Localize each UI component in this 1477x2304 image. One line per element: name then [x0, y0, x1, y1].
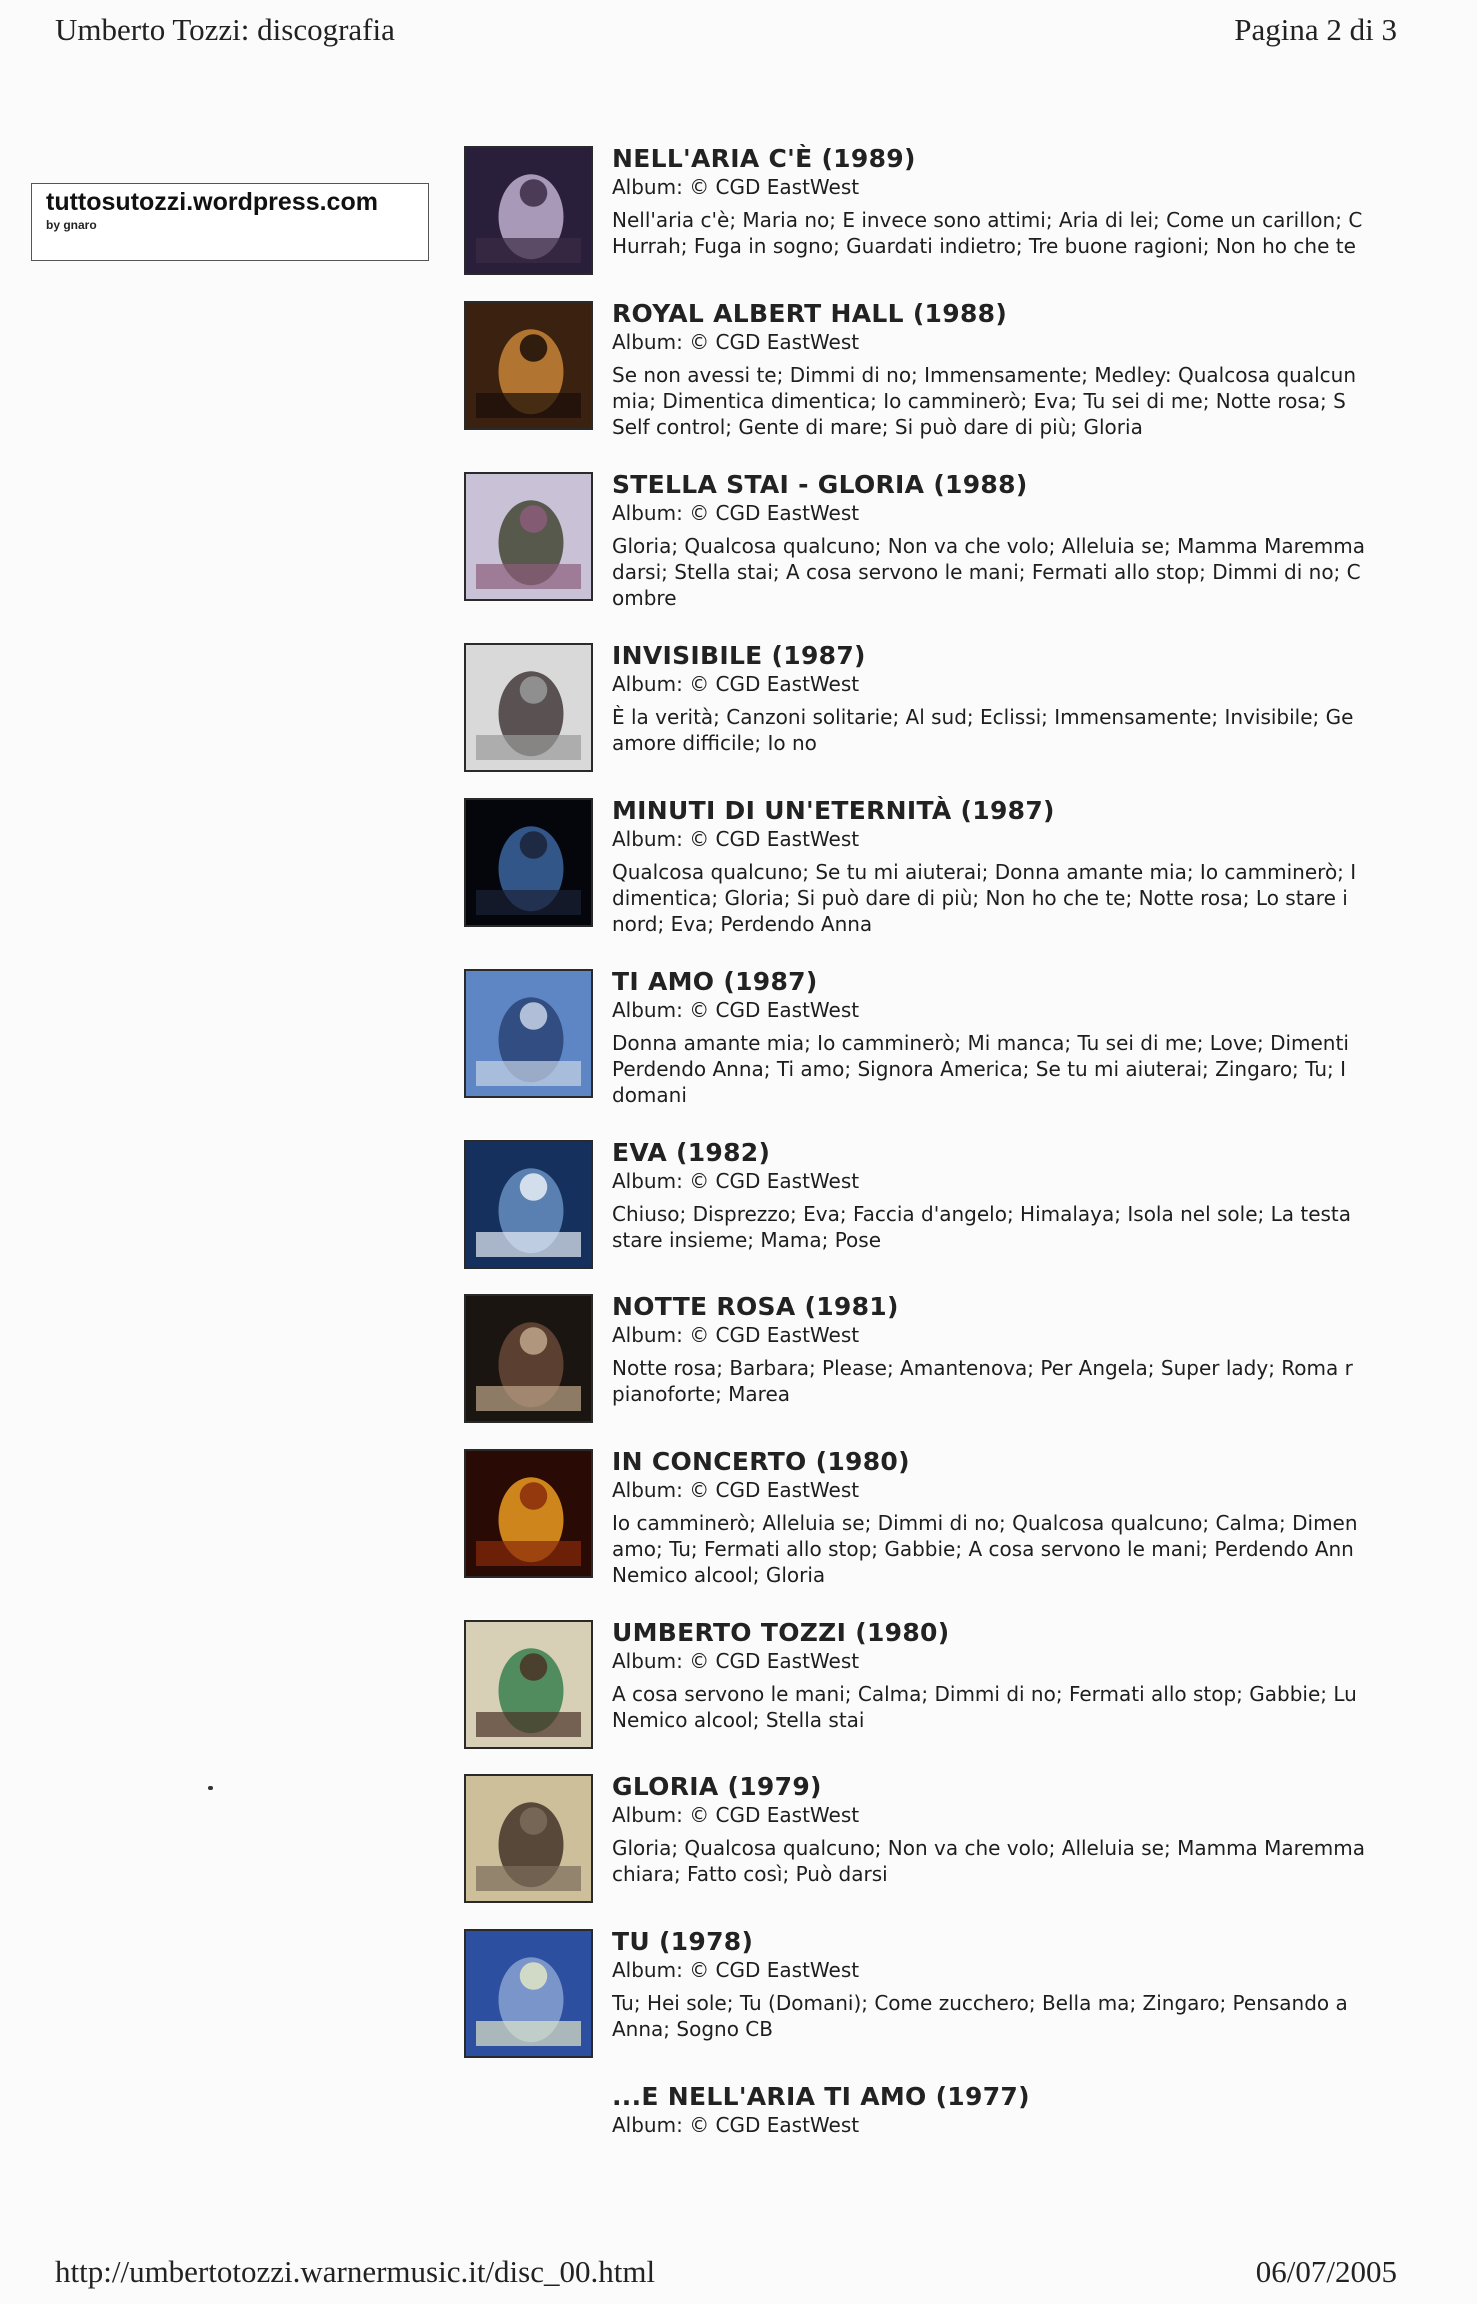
track-line: stare insieme; Mama; Pose	[612, 1228, 882, 1252]
album-info	[612, 1138, 1399, 1253]
track-list	[612, 362, 1399, 440]
album-cover	[464, 798, 593, 927]
track-line: Tu; Hei sole; Tu (Domani); Come zucchero; Bella ma; Zingaro; Pensando a	[612, 1991, 1348, 2015]
album-info	[612, 1927, 1399, 2042]
album-entry	[464, 967, 1399, 1107]
track-line: Gloria; Qualcosa qualcuno; Non va che volo; Alleluia se; Mamma Maremma	[612, 534, 1365, 558]
track-list	[612, 859, 1399, 937]
album-title: STELLA STAI - GLORIA (1988)	[612, 470, 1028, 499]
album-entry	[464, 1138, 1399, 1278]
track-line: Anna; Sogno CB	[612, 2017, 773, 2041]
track-line: Donna amante mia; Io camminerò; Mi manca; Tu sei di me; Love; Dimenti	[612, 1031, 1349, 1055]
album-cover	[464, 146, 593, 275]
album-cover	[464, 969, 593, 1098]
album-info	[612, 1618, 1399, 1733]
track-list	[612, 1030, 1399, 1108]
album-label: Album: © CGD EastWest	[612, 1323, 860, 1347]
album-entry	[464, 1772, 1399, 1912]
site-name: tuttosutozzi.wordpress.com	[46, 188, 378, 216]
album-entry	[464, 1927, 1399, 2067]
track-line: nord; Eva; Perdendo Anna	[612, 912, 873, 936]
album-label: Album: © CGD EastWest	[612, 330, 860, 354]
album-label: Album: © CGD EastWest	[612, 1478, 860, 1502]
album-title: ROYAL ALBERT HALL (1988)	[612, 299, 1008, 328]
track-list	[612, 1990, 1399, 2042]
track-line: Self control; Gente di mare; Si può dare di più; Gloria	[612, 415, 1143, 439]
album-label: Album: © CGD EastWest	[612, 1169, 860, 1193]
track-list	[612, 704, 1399, 756]
album-entry	[464, 1447, 1399, 1587]
album-title: UMBERTO TOZZI (1980)	[612, 1618, 950, 1647]
album-info	[612, 2082, 1399, 2138]
track-list	[612, 1355, 1399, 1407]
album-cover	[464, 1294, 593, 1423]
track-line: Hurrah; Fuga in sogno; Guardati indietro; Tre buone ragioni; Non ho che te	[612, 234, 1356, 258]
source-url: http://umbertotozzi.warnermusic.it/disc_00.html	[55, 2254, 656, 2289]
album-info	[612, 1772, 1399, 1887]
album-label: Album: © CGD EastWest	[612, 1803, 860, 1827]
track-line: ombre	[612, 586, 677, 610]
track-line: Io camminerò; Alleluia se; Dimmi di no; Qualcosa qualcuno; Calma; Dimen	[612, 1511, 1358, 1535]
album-info	[612, 299, 1399, 440]
album-label: Album: © CGD EastWest	[612, 175, 860, 199]
album-title: TI AMO (1987)	[612, 967, 818, 996]
album-cover	[464, 1929, 593, 2058]
track-list	[612, 1201, 1399, 1253]
page-number: Pagina 2 di 3	[1234, 12, 1397, 47]
album-label: Album: © CGD EastWest	[612, 998, 860, 1022]
site-box	[31, 183, 429, 261]
track-line: Se non avessi te; Dimmi di no; Immensamente; Medley: Qualcosa qualcun	[612, 363, 1356, 387]
track-line: Perdendo Anna; Ti amo; Signora America; Se tu mi aiuterai; Zingaro; Tu; I	[612, 1057, 1346, 1081]
album-title: EVA (1982)	[612, 1138, 771, 1167]
track-line: amo; Tu; Fermati allo stop; Gabbie; A cosa servono le mani; Perdendo Ann	[612, 1537, 1354, 1561]
track-list	[612, 533, 1399, 611]
album-entry	[464, 641, 1399, 781]
album-label: Album: © CGD EastWest	[612, 1958, 860, 1982]
album-label: Album: © CGD EastWest	[612, 1649, 860, 1673]
album-cover	[464, 1620, 593, 1749]
album-info	[612, 1292, 1399, 1407]
track-line: mia; Dimentica dimentica; Io camminerò; Eva; Tu sei di me; Notte rosa; S	[612, 389, 1346, 413]
track-line: domani	[612, 1083, 687, 1107]
album-entry	[464, 144, 1399, 284]
album-cover	[464, 1449, 593, 1578]
track-list	[612, 1510, 1399, 1588]
album-label: Album: © CGD EastWest	[612, 2113, 860, 2137]
track-line: Qualcosa qualcuno; Se tu mi aiuterai; Donna amante mia; Io camminerò; I	[612, 860, 1357, 884]
track-line: Nemico alcool; Stella stai	[612, 1708, 865, 1732]
album-info	[612, 144, 1399, 259]
track-list	[612, 207, 1399, 259]
album-cover	[464, 1774, 593, 1903]
print-date: 06/07/2005	[1255, 2254, 1397, 2289]
album-cover	[464, 643, 593, 772]
track-line: Chiuso; Disprezzo; Eva; Faccia d'angelo; Himalaya; Isola nel sole; La testa	[612, 1202, 1352, 1226]
album-title: MINUTI DI UN'ETERNITÀ (1987)	[612, 796, 1055, 825]
album-info	[612, 967, 1399, 1108]
album-entry	[464, 470, 1399, 610]
site-author: by gnaro	[46, 218, 97, 232]
document-title: Umberto Tozzi: discografia	[55, 12, 395, 47]
album-info	[612, 641, 1399, 756]
track-line: Notte rosa; Barbara; Please; Amantenova; Per Angela; Super lady; Roma r	[612, 1356, 1353, 1380]
album-entry	[464, 299, 1399, 439]
album-label: Album: © CGD EastWest	[612, 672, 860, 696]
page-header	[55, 12, 1397, 48]
page-footer	[55, 2254, 1397, 2290]
track-line: pianoforte; Marea	[612, 1382, 791, 1406]
track-line: darsi; Stella stai; A cosa servono le mani; Fermati allo stop; Dimmi di no; C	[612, 560, 1361, 584]
album-title: NOTTE ROSA (1981)	[612, 1292, 899, 1321]
album-entry	[464, 1292, 1399, 1432]
track-line: A cosa servono le mani; Calma; Dimmi di no; Fermati allo stop; Gabbie; Lu	[612, 1682, 1357, 1706]
track-line: Nell'aria c'è; Maria no; E invece sono attimi; Aria di lei; Come un carillon; C	[612, 208, 1363, 232]
track-line: Gloria; Qualcosa qualcuno; Non va che volo; Alleluia se; Mamma Maremma	[612, 1836, 1365, 1860]
album-cover	[464, 1140, 593, 1269]
track-list	[612, 1835, 1399, 1887]
album-title: NELL'ARIA C'È (1989)	[612, 144, 916, 173]
track-line: amore difficile; Io no	[612, 731, 817, 755]
album-label: Album: © CGD EastWest	[612, 827, 860, 851]
album-info	[612, 796, 1399, 937]
album-info	[612, 470, 1399, 611]
album-title: GLORIA (1979)	[612, 1772, 822, 1801]
track-line: dimentica; Gloria; Si può dare di più; Non ho che te; Notte rosa; Lo stare i	[612, 886, 1348, 910]
track-list	[612, 1681, 1399, 1733]
album-entry	[464, 2082, 1399, 2222]
album-title: INVISIBILE (1987)	[612, 641, 866, 670]
album-title: ...E NELL'ARIA TI AMO (1977)	[612, 2082, 1030, 2111]
album-label: Album: © CGD EastWest	[612, 501, 860, 525]
album-cover	[464, 301, 593, 430]
track-line: Nemico alcool; Gloria	[612, 1563, 826, 1587]
album-entry	[464, 1618, 1399, 1758]
track-line: È la verità; Canzoni solitarie; Al sud; Eclissi; Immensamente; Invisibile; Ge	[612, 705, 1354, 729]
album-cover	[464, 472, 593, 601]
album-entry	[464, 796, 1399, 936]
album-info	[612, 1447, 1399, 1588]
scan-speck	[208, 1786, 213, 1790]
track-line: chiara; Fatto così; Può darsi	[612, 1862, 888, 1886]
album-title: IN CONCERTO (1980)	[612, 1447, 910, 1476]
album-title: TU (1978)	[612, 1927, 754, 1956]
